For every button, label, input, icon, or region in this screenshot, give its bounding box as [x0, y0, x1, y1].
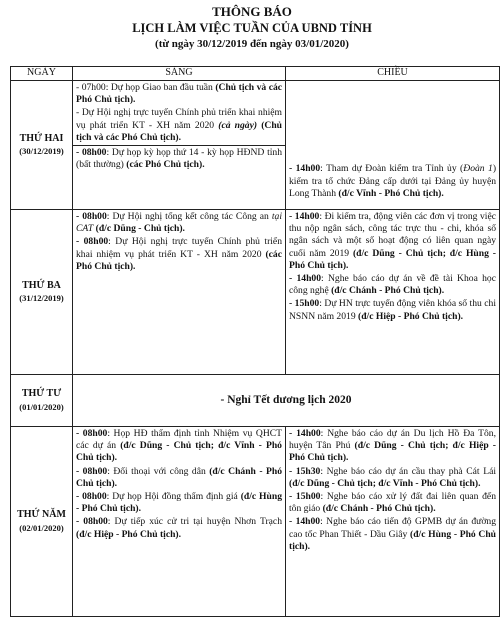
- afternoon-cell-monday: [286, 81, 500, 210]
- table-row-wednesday: [11, 375, 500, 427]
- table-row-monday: [11, 81, 500, 210]
- schedule-table: [10, 66, 500, 617]
- header-row: [11, 67, 500, 81]
- day-date: (01/01/2020): [19, 401, 64, 412]
- day-name: THỨ NĂM: [17, 509, 66, 521]
- morning-cell-tuesday: [73, 210, 286, 375]
- list-item: - 14h00: Tham dự Đoàn kiểm tra Tỉnh ủy (Đoàn 1) kiểm tra tổ chức Đảng cấp dưới tại Đảng ủy huyện Long Thành (đ/c Vĩnh - Phó Chủ tịch).: [289, 163, 497, 199]
- day-name: THỨ BA: [22, 279, 61, 291]
- list-item: - 14h00: Đi kiểm tra, động viên các đơn vị trong việc thu nộp ngân sách, công tác trực thu - chi, khóa sổ ngân sách và một số hoạt động có liên quan ngày cuối năm 2019 (đ/c Dũng - Chủ tịch; đ/c Hùng - Phó Chủ tịch).: [289, 211, 496, 271]
- table-row-tuesday: [11, 210, 500, 375]
- afternoon-cell-tuesday: [286, 210, 500, 375]
- list-item: - 08h00: Dự họp kỳ họp thứ 14 - kỳ họp HĐND tỉnh (bất thường) (các Phó Chủ tịch).: [76, 147, 283, 171]
- list-item: - 08h00: Dự Hội nghị tổng kết công tác Công an tại CAT (đ/c Dũng - Chủ tịch).: [76, 211, 282, 235]
- col-header-day: NGÀY: [11, 67, 73, 81]
- list-item: - 08h00: Họp HĐ thẩm định tỉnh Nhiệm vụ QHCT các dự án (đ/c Dũng - Chủ tịch; đ/c Vĩnh - Phó Chủ tịch).: [76, 428, 283, 464]
- day-name: THỨ HAI: [19, 132, 64, 144]
- morning-cell-thursday: [73, 427, 286, 617]
- list-item: - 08h00: Dự Hội nghị trực tuyến Chính phủ triển khai nhiệm vụ phát triển KT - XH năm 2020 (các Phó Chủ tịch).: [76, 236, 282, 272]
- col-header-afternoon: CHIỀU: [286, 67, 500, 81]
- list-item: - 08h00: Đối thoại với công dân (đ/c Chánh - Phó Chủ tịch).: [76, 465, 282, 489]
- list-item: - 14h00: Nghe báo cáo tiến độ GPMB dự án đường cao tốc Phan Thiết - Dầu Giây (đ/c Hùng - Phó Chủ tịch).: [289, 516, 497, 552]
- holiday-notice: - Nghỉ Tết dương lịch 2020: [73, 375, 500, 427]
- list-item: - 15h00: Dự HN trực tuyến động viên khóa sổ thu chi NSNN năm 2019 (đ/c Hiệp - Phó Chủ tịch).: [289, 298, 496, 322]
- notice-subtitle: LỊCH LÀM VIỆC TUẦN CỦA UBND TỈNH: [132, 21, 372, 35]
- day-date: (02/01/2020): [19, 522, 64, 533]
- day-name: THỨ TƯ: [21, 388, 62, 400]
- list-item: - 08h00: Dự họp Hội đồng thẩm định giá (đ/c Hùng - Phó Chủ tịch).: [76, 491, 282, 515]
- list-item: - 15h00: Nghe báo cáo xử lý đất đai liên quan đến tôn giáo (đ/c Chánh - Phó Chủ tịch).: [289, 491, 496, 515]
- list-item: - Dự Hội nghị trực tuyến Chính phủ triển khai nhiệm vụ phát triển KT - XH năm 2020 (cả ngày) (Chủ tịch và các Phó Chủ tịch).: [76, 107, 282, 143]
- day-cell-tuesday: [11, 210, 73, 375]
- day-cell-monday: [11, 81, 73, 210]
- divider: [73, 145, 285, 146]
- morning-cell-monday: [73, 81, 286, 210]
- notice-title: THÔNG BÁO: [212, 4, 292, 19]
- list-item: - 08h00: Dự tiếp xúc cử tri tại huyện Nhơn Trạch (đ/c Hiệp - Phó Chủ tịch).: [76, 516, 282, 540]
- day-cell-thursday: [11, 427, 73, 617]
- afternoon-cell-thursday: [286, 427, 500, 617]
- list-item: - 14h00: Nghe báo cáo dự án Du lịch Hồ Đa Tôn, huyện Tân Phú (đ/c Dũng - Chủ tịch; đ/c Hiệp - Phó Chủ tịch).: [289, 428, 497, 464]
- list-item: - 15h30: Nghe báo cáo dự án cầu thay phà Cát Lái (đ/c Dũng - Chủ tịch; đ/c Vĩnh - Phó Chủ tịch).: [289, 465, 496, 489]
- day-date: (30/12/2019): [19, 146, 64, 156]
- list-item: - 14h00: Nghe báo cáo dự án về đề tài Khoa học công nghệ (đ/c Chánh - Phó Chủ tịch).: [289, 273, 496, 297]
- table-row-thursday: [11, 427, 500, 617]
- day-date: (31/12/2019): [19, 293, 64, 303]
- day-cell-wednesday: [11, 375, 73, 427]
- list-item: - 07h00: Dự họp Giao ban đầu tuần (Chủ tịch và các Phó Chủ tịch).: [76, 82, 283, 106]
- notice-date-range: (từ ngày 30/12/2019 đến ngày 03/01/2020): [155, 38, 349, 50]
- col-header-morning: SÁNG: [73, 67, 286, 81]
